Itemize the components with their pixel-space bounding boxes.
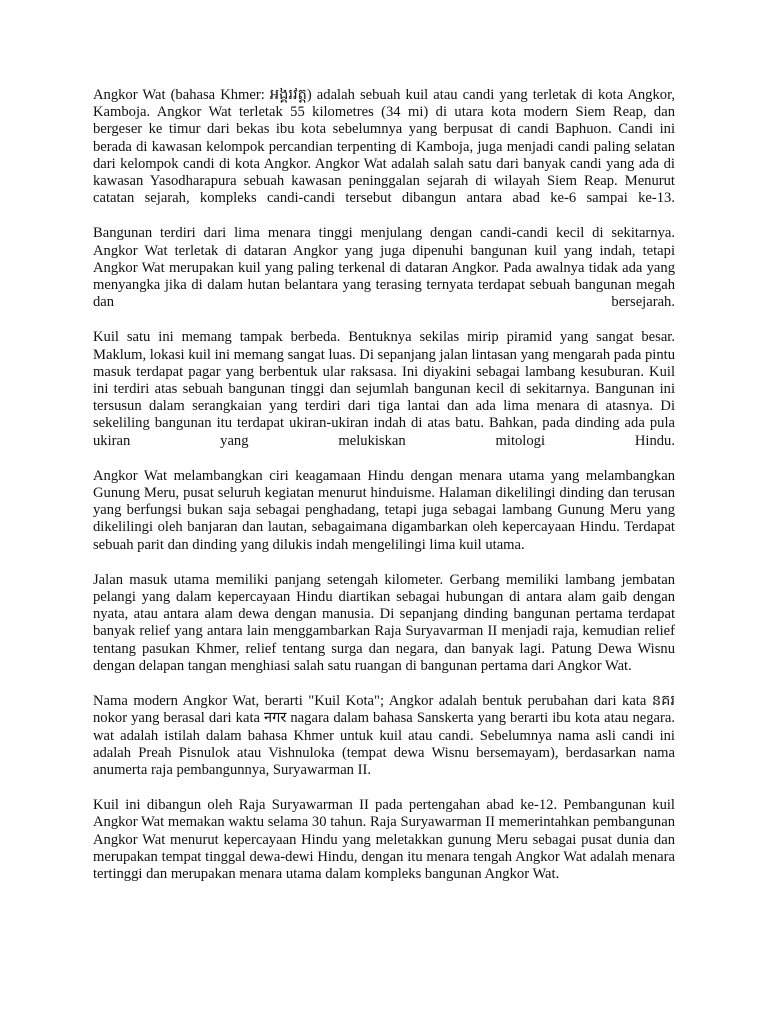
paragraph-structure: Bangunan terdiri dari lima menara tinggi menjulang dengan candi-candi kecil di sekitarnya. Angkor Wat terletak di dataran Angkor yang juga dipenuhi bangunan kuil yang indah, tetapi Angkor Wat merupakan kuil yang paling terkenal di dataran Angkor. Pada awalnya tidak ada yang menyangka jika di dalam hutan belantara yang terasing ternyata terdapat sebuah bangunan megah dan bersejarah. xyxy=(93,225,675,311)
document-page xyxy=(93,87,675,901)
paragraph-intro: Angkor Wat (bahasa Khmer: អង្គរវត្ត) adalah sebuah kuil atau candi yang terletak di kota Angkor, Kamboja. Angkor Wat terletak 55 kilometres (34 mi) di utara kota modern Siem Reap, dan bergeser ke timur dari bekas ibu kota sebelumnya yang berpusat di candi Baphuon. Candi ini berada di kawasan kelompok percandian terpenting di Kamboja, juga menjadi candi paling selatan dari kelompok candi di kota Angkor. Angkor Wat adalah salah satu dari banyak candi yang ada di kawasan Yasodharapura sebuah kawasan peninggalan sejarah di wilayah Siem Reap. Menurut catatan sejarah, kompleks candi-candi tersebut dibangun antara abad ke-6 sampai ke-13. xyxy=(93,87,675,207)
paragraph-name-origin: Nama modern Angkor Wat, berarti "Kuil Kota"; Angkor adalah bentuk perubahan dari kata នគរ nokor yang berasal dari kata नगर nagara dalam bahasa Sanskerta yang berarti ibu kota atau negara. wat adalah istilah dalam bahasa Khmer untuk kuil atau candi. Sebelumnya nama asli candi ini adalah Preah Pisnulok atau Vishnuloka (tempat dewa Wisnu bersemayam), berdasarkan nama anumerta raja pembangunnya, Suryawarman II. xyxy=(93,693,675,778)
paragraph-construction: Kuil ini dibangun oleh Raja Suryawarman II pada pertengahan abad ke-12. Pembangunan kuil Angkor Wat memakan waktu selama 30 tahun. Raja Suryawarman II memerintahkan pembangunan Angkor Wat menurut kepercayaan Hindu yang meletakkan gunung Meru sebagai pusat dunia dan merupakan tempat tinggal dewa-dewi Hindu, dengan itu menara tengah Angkor Wat adalah menara tertinggi dan merupakan menara utama dalam kompleks bangunan Angkor Wat. xyxy=(93,797,675,882)
paragraph-description: Kuil satu ini memang tampak berbeda. Bentuknya sekilas mirip piramid yang sangat besar. Maklum, lokasi kuil ini memang sangat luas. Di sepanjang jalan lintasan yang mengarah pada pintu masuk terdapat pagar yang berbentuk ular raksasa. Ini diyakini sebagai lambang kesuburan. Kuil ini terdiri atas sebuah bangunan tinggi dan sejumlah bangunan kecil di sekitarnya. Bangunan ini tersusun dalam serangkaian yang terdiri dari tiga lantai dan ada lima menara di atasnya. Di sekeliling bangunan itu terdapat ukiran-ukiran indah di atas batu. Bahkan, pada dinding ada pula ukiran yang melukiskan mitologi Hindu. xyxy=(93,329,675,449)
paragraph-entrance: Jalan masuk utama memiliki panjang setengah kilometer. Gerbang memiliki lambang jembatan pelangi yang dalam kepercayaan Hindu diartikan sebagai hubungan di antara alam gaib dengan nyata, atau antara alam dewa dengan manusia. Di sepanjang dinding bangunan pertama terdapat banyak relief yang antara lain menggambarkan Raja Suryavarman II menjadi raja, kemudian relief tentang pasukan Khmer, relief tentang surga dan negara, dan banyak lagi. Patung Dewa Wisnu dengan delapan tangan menghiasi salah satu ruangan di bangunan pertama dari Angkor Wat. xyxy=(93,571,675,674)
paragraph-symbolism: Angkor Wat melambangkan ciri keagamaan Hindu dengan menara utama yang melambangkan Gunung Meru, pusat seluruh kegiatan menurut hinduisme. Halaman dikelilingi dinding dan terusan yang berfungsi bukan saja sebagai penghadang, tetapi juga sebagai lambang Gunung Meru yang dikelilingi oleh banjaran dan lautan, sebagaimana digambarkan oleh kepercayaan Hindu. Terdapat sebuah parit dan dinding yang dilukis indah mengelilingi lima kuil utama. xyxy=(93,467,675,553)
